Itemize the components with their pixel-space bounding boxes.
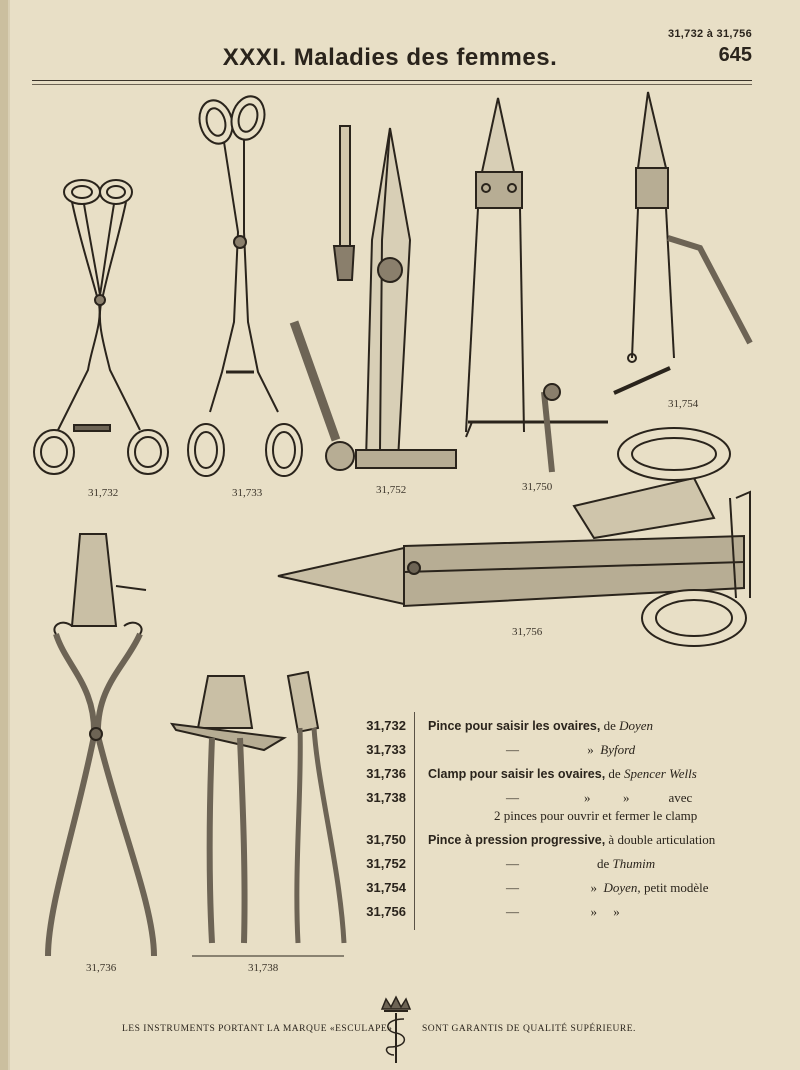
header-rule-thin — [32, 84, 752, 85]
item-range: 31,732 à 31,756 — [667, 28, 752, 40]
item-number: 31,733 — [366, 742, 406, 757]
page-number: 645 — [718, 44, 752, 66]
table-row — [358, 832, 758, 854]
table-row — [358, 808, 758, 830]
footer-right-text: SONT GARANTIS DE QUALITÉ SUPÉRIEURE. — [422, 1024, 636, 1034]
table-row — [358, 880, 758, 902]
figure-caption-31750: 31,750 — [522, 481, 553, 493]
instrument-31736-illustration — [36, 526, 166, 962]
book-spine-edge — [0, 0, 8, 1070]
table-row — [358, 904, 758, 926]
item-number: 31,750 — [366, 832, 406, 847]
figure-caption-31736: 31,736 — [86, 962, 117, 974]
item-description: — » » — [506, 904, 620, 919]
item-description: — » Byford — [506, 742, 636, 757]
instrument-31732-illustration — [30, 170, 180, 490]
table-row — [358, 856, 758, 878]
chapter-title: XXXI. Maladies des femmes. — [222, 44, 558, 71]
item-description: — » » avec — [506, 790, 693, 805]
item-description: Pince pour saisir les ovaires, de Doyen — [428, 718, 654, 733]
item-number: 31,756 — [366, 904, 406, 919]
item-number: 31,732 — [366, 718, 406, 733]
item-description: Pince à pression progressive, à double articulation — [428, 832, 716, 847]
item-description: — » Doyen, petit modèle — [506, 880, 709, 895]
footer-left-text: LES INSTRUMENTS PORTANT LA MARQUE «ESCULAPE» — [122, 1024, 393, 1034]
instrument-31754-illustration — [610, 88, 760, 398]
figure-caption-31738: 31,738 — [248, 962, 279, 974]
figure-caption-31756: 31,756 — [512, 626, 543, 638]
instrument-31738-illustration — [168, 668, 358, 960]
item-number: 31,754 — [366, 880, 406, 895]
esculape-logo-icon — [378, 995, 414, 1065]
item-number: 31,738 — [366, 790, 406, 805]
figure-caption-31733: 31,733 — [232, 487, 263, 499]
item-description: Clamp pour saisir les ovaires, de Spencer Wells — [428, 766, 697, 781]
item-description: — de Thumim — [506, 856, 656, 871]
item-description: 2 pinces pour ouvrir et fermer le clamp — [494, 808, 698, 823]
item-number: 31,736 — [366, 766, 406, 781]
instrument-31756-illustration — [274, 418, 758, 658]
figure-caption-31752: 31,752 — [376, 484, 407, 496]
figure-caption-31754: 31,754 — [668, 398, 699, 410]
table-row — [358, 718, 758, 740]
figure-caption-31732: 31,732 — [88, 487, 119, 499]
item-number: 31,752 — [366, 856, 406, 871]
book-spine-shadow — [8, 0, 10, 1070]
table-row — [358, 742, 758, 764]
header-rule — [32, 80, 752, 81]
table-row — [358, 766, 758, 788]
